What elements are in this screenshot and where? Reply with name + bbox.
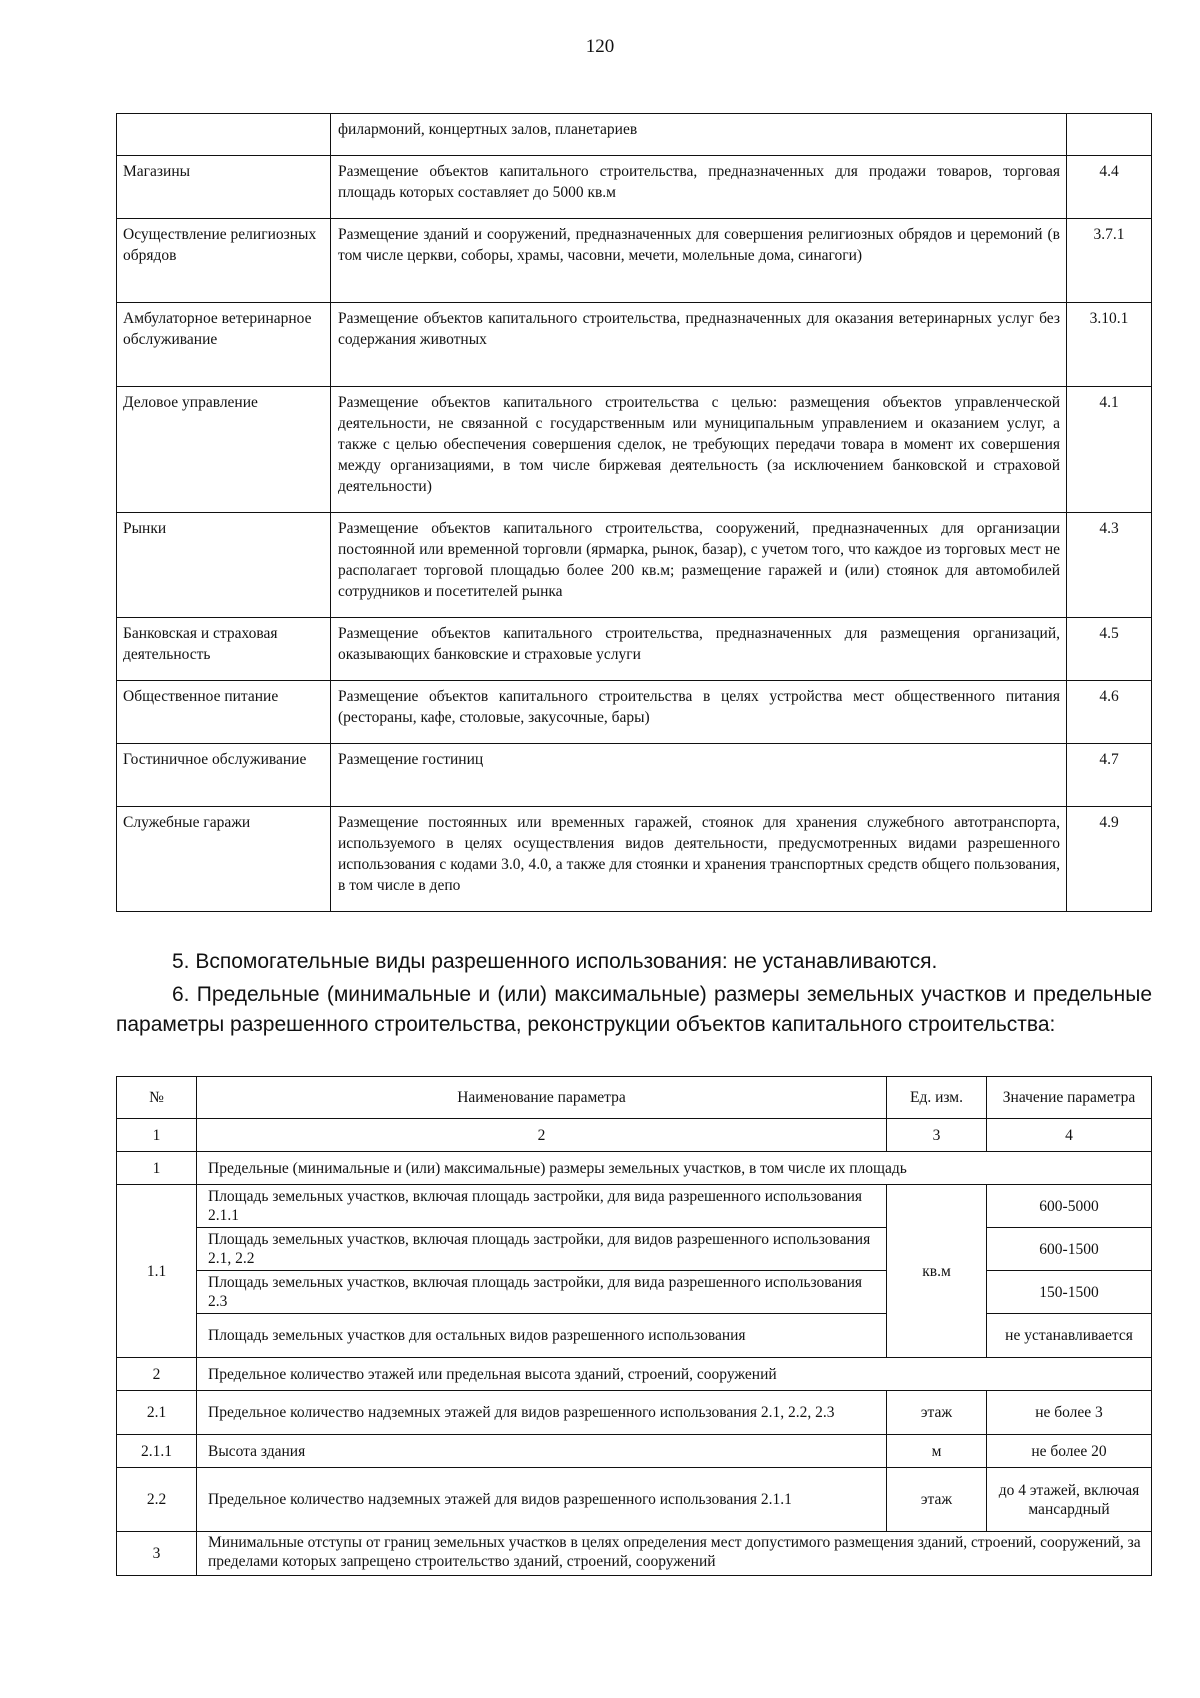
use-description: Размещение объектов капитального строительства, предназначенных для продажи товаров, торговая площадь которых составляет до 5000 кв.м	[331, 156, 1067, 219]
paragraph-5: 5. Вспомогательные виды разрешенного использования: не устанавливаются.	[172, 950, 938, 973]
table-row	[117, 807, 1152, 912]
param-unit: кв.м	[887, 1185, 987, 1358]
table-row	[117, 1185, 1152, 1228]
table-row	[117, 114, 1152, 156]
row-num: 2	[117, 1358, 197, 1391]
column-number-row	[117, 1119, 1152, 1152]
header-unit: Ед. изм.	[887, 1077, 987, 1119]
header-row	[117, 1077, 1152, 1119]
param-value: не более 20	[987, 1435, 1152, 1468]
use-name: Магазины	[117, 156, 331, 219]
paragraph-6: 6. Предельные (минимальные и (или) максимальные) размеры земельных участков и предельные параметры разрешенного строительства, реконструкции объектов капитального строительства:	[116, 983, 1152, 1036]
table-row	[117, 1435, 1152, 1468]
use-description: Размещение зданий и сооружений, предназначенных для совершения религиозных обрядов и церемоний (в том числе церкви, соборы, храмы, часовни, мечети, молельные дома, синагоги)	[331, 219, 1067, 303]
use-description: Размещение объектов капитального строительства с целью: размещения объектов управленческой деятельности, не связанной с государственным или муниципальным управлением и оказанием услуг, а также с целью обеспечения совершения сделок, не требующих передачи товара в момент их совершения между организациями, в том числе биржевая деятельность (за исключением банковской и страховой деятельности)	[331, 387, 1067, 513]
column-number: 2	[197, 1119, 887, 1152]
param-name: Предельное количество надземных этажей для видов разрешенного использования 2.1.1	[197, 1468, 887, 1532]
use-description: филармоний, концертных залов, планетариев	[331, 114, 1067, 156]
section-title: Минимальные отступы от границ земельных участков в целях определения мест допустимого размещения зданий, строений, сооружений, за пределами которых запрещено строительство зданий, строений, сооружений	[197, 1532, 1152, 1576]
table-row	[117, 681, 1152, 744]
table-row	[117, 1391, 1152, 1435]
section-row	[117, 1532, 1152, 1576]
table-row	[117, 387, 1152, 513]
use-code: 4.1	[1067, 387, 1152, 513]
params-table	[116, 1076, 1152, 1576]
use-name: Осуществление религиозных обрядов	[117, 219, 331, 303]
param-unit: этаж	[887, 1391, 987, 1435]
column-number: 1	[117, 1119, 197, 1152]
section-row	[117, 1358, 1152, 1391]
use-name: Гостиничное обслуживание	[117, 744, 331, 807]
use-description: Размещение объектов капитального строительства, предназначенных для оказания ветеринарных услуг без содержания животных	[331, 303, 1067, 387]
row-num: 3	[117, 1532, 197, 1576]
param-name: Площадь земельных участков для остальных видов разрешенного использования	[197, 1314, 887, 1358]
use-name: Амбулаторное ветеринарное обслуживание	[117, 303, 331, 387]
param-value: до 4 этажей, включая мансардный	[987, 1468, 1152, 1532]
use-description: Размещение объектов капитального строительства в целях устройства мест общественного питания (рестораны, кафе, столовые, закусочные, бары)	[331, 681, 1067, 744]
table-row	[117, 1228, 1152, 1271]
page-number: 120	[585, 36, 615, 57]
column-number: 4	[987, 1119, 1152, 1152]
use-code: 4.5	[1067, 618, 1152, 681]
table-row	[117, 303, 1152, 387]
use-code: 4.6	[1067, 681, 1152, 744]
table-row	[117, 156, 1152, 219]
param-value: 150-1500	[987, 1271, 1152, 1314]
param-value: не более 3	[987, 1391, 1152, 1435]
table-row	[117, 219, 1152, 303]
table-row	[117, 618, 1152, 681]
param-name: Высота здания	[197, 1435, 887, 1468]
use-name: Служебные гаражи	[117, 807, 331, 912]
use-description: Размещение гостиниц	[331, 744, 1067, 807]
use-code: 4.3	[1067, 513, 1152, 618]
table-row	[117, 1314, 1152, 1358]
param-name: Площадь земельных участков, включая площадь застройки, для видов разрешенного использования 2.1, 2.2	[197, 1228, 887, 1271]
header-value: Значение параметра	[987, 1077, 1152, 1119]
section-row	[117, 1152, 1152, 1185]
section-title: Предельное количество этажей или предельная высота зданий, строений, сооружений	[197, 1358, 1152, 1391]
use-description: Размещение объектов капитального строительства, предназначенных для размещения организаций, оказывающих банковские и страховые услуги	[331, 618, 1067, 681]
row-num: 2.2	[117, 1468, 197, 1532]
row-num: 1	[117, 1152, 197, 1185]
param-value: не устанавливается	[987, 1314, 1152, 1358]
param-unit: м	[887, 1435, 987, 1468]
use-name	[117, 114, 331, 156]
use-code: 3.10.1	[1067, 303, 1152, 387]
use-name: Деловое управление	[117, 387, 331, 513]
param-name: Площадь земельных участков, включая площадь застройки, для вида разрешенного использования 2.1.1	[197, 1185, 887, 1228]
header-num: №	[117, 1077, 197, 1119]
row-num: 1.1	[117, 1185, 197, 1358]
param-name: Предельное количество надземных этажей для видов разрешенного использования 2.1, 2.2, 2.3	[197, 1391, 887, 1435]
use-code: 4.9	[1067, 807, 1152, 912]
use-name: Банковская и страховая деятельность	[117, 618, 331, 681]
use-code: 4.7	[1067, 744, 1152, 807]
param-unit: этаж	[887, 1468, 987, 1532]
use-description: Размещение объектов капитального строительства, сооружений, предназначенных для организации постоянной или временной торговли (ярмарка, рынок, базар), с учетом того, что каждое из торговых мест не располагает торговой площадью более 200 кв.м; размещение гаражей и (или) стоянок для автомобилей сотрудников и посетителей рынка	[331, 513, 1067, 618]
use-code	[1067, 114, 1152, 156]
table-row	[117, 513, 1152, 618]
column-number: 3	[887, 1119, 987, 1152]
section-title: Предельные (минимальные и (или) максимальные) размеры земельных участков, в том числе их площадь	[197, 1152, 1152, 1185]
table-row	[117, 1468, 1152, 1532]
param-value: 600-5000	[987, 1185, 1152, 1228]
use-description: Размещение постоянных или временных гаражей, стоянок для хранения служебного автотранспорта, используемого в целях осуществления видов деятельности, предусмотренных видами разрешенного использования с кодами 3.0, 4.0, а также для стоянки и хранения транспортных средств общего пользования, в том числе в депо	[331, 807, 1067, 912]
row-num: 2.1.1	[117, 1435, 197, 1468]
param-name: Площадь земельных участков, включая площадь застройки, для вида разрешенного использования 2.3	[197, 1271, 887, 1314]
param-value: 600-1500	[987, 1228, 1152, 1271]
table-row	[117, 744, 1152, 807]
use-code: 4.4	[1067, 156, 1152, 219]
header-name: Наименование параметра	[197, 1077, 887, 1119]
land-use-table	[116, 113, 1152, 912]
use-name: Общественное питание	[117, 681, 331, 744]
use-code: 3.7.1	[1067, 219, 1152, 303]
row-num: 2.1	[117, 1391, 197, 1435]
use-name: Рынки	[117, 513, 331, 618]
table-row	[117, 1271, 1152, 1314]
